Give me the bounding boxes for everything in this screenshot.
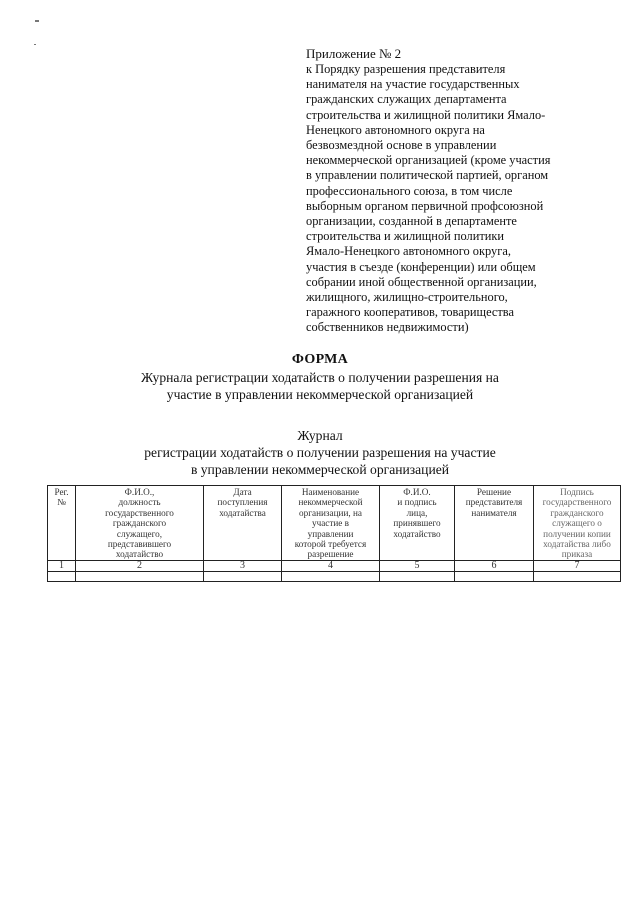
column-number: 6 <box>455 560 534 571</box>
journal-subtitle <box>0 444 640 478</box>
table-empty-row <box>48 571 621 581</box>
form-subtitle-line: участие в управлении некоммерческой организацией <box>166 387 474 402</box>
appendix-line: профессионального союза, в том числе <box>306 183 513 198</box>
table-number-row <box>48 560 621 571</box>
table-cell <box>455 571 534 581</box>
appendix-line: строительства и жилищной политики <box>306 229 505 244</box>
header-organization-name: Наименование некоммерческой организации, на участие в управлении которой требуется разрешение <box>282 486 380 561</box>
appendix-heading: Приложение № 2 <box>306 46 402 61</box>
appendix-line: собрании иной общественной организации, <box>306 274 537 289</box>
appendix-line: жилищного, жилищно-строительного, <box>306 290 508 305</box>
header-reg-number: Рег. № <box>48 486 76 561</box>
table-cell <box>48 571 76 581</box>
column-number: 3 <box>204 560 282 571</box>
journal-subtitle-line: в управлении некоммерческой организацией <box>190 462 450 477</box>
header-employee-signature: Подпись государственного гражданского служащего о получении копии ходатайства либо приказа <box>534 486 621 561</box>
appendix-line: строительства и жилищной политики Ямало- <box>306 107 546 122</box>
table-cell <box>76 571 204 581</box>
appendix-line: к Порядку разрешения представителя <box>306 62 506 76</box>
header-employer-decision: Решение представителя нанимателя <box>455 486 534 561</box>
table-cell <box>204 571 282 581</box>
appendix-line: гражданских служащих департамента <box>306 92 507 107</box>
appendix-line: безвозмездной основе в управлении <box>306 138 497 153</box>
table-cell <box>534 571 621 581</box>
form-subtitle <box>0 369 640 403</box>
column-number: 7 <box>534 560 621 571</box>
appendix-line: Ненецкого автономного округа на <box>306 122 485 137</box>
column-number: 1 <box>48 560 76 571</box>
header-receipt-date: Дата поступления ходатайства <box>204 486 282 561</box>
appendix-line: Ямало-Ненецкого автономного округа, <box>306 244 511 259</box>
column-number: 5 <box>380 560 455 571</box>
table-header-row <box>48 486 621 561</box>
appendix-line: участия в съезде (конференции) или общем <box>306 259 536 274</box>
appendix-block <box>306 46 606 336</box>
appendix-line: собственников недвижимости) <box>306 320 469 335</box>
appendix-line: нанимателя на участие государственных <box>306 77 520 92</box>
table-cell <box>380 571 455 581</box>
appendix-line: выборным органом первичной профсоюзной <box>306 198 544 213</box>
header-employee-name: Ф.И.О., должность государственного гражданского служащего, представившего ходатайство <box>76 486 204 561</box>
appendix-line: в управлении политической партией, органом <box>306 168 549 183</box>
form-subtitle-line: Журнала регистрации ходатайств о получении разрешения на <box>141 370 499 385</box>
registration-table <box>47 485 621 582</box>
column-number: 4 <box>282 560 380 571</box>
appendix-line: некоммерческой организацией (кроме участия <box>306 153 551 168</box>
appendix-line: гаражного кооперативов, товарищества <box>306 305 514 320</box>
scan-speck <box>34 44 36 45</box>
journal-subtitle-line: регистрации ходатайств о получении разрешения на участие <box>144 445 496 460</box>
scan-speck <box>35 20 39 22</box>
appendix-line: организации, созданной в департаменте <box>306 214 517 229</box>
form-title: ФОРМА <box>291 352 349 367</box>
header-receiver-signature: Ф.И.О. и подпись лица, принявшего ходатайство <box>380 486 455 561</box>
table-cell <box>282 571 380 581</box>
column-number: 2 <box>76 560 204 571</box>
journal-title: Журнал <box>297 428 343 443</box>
